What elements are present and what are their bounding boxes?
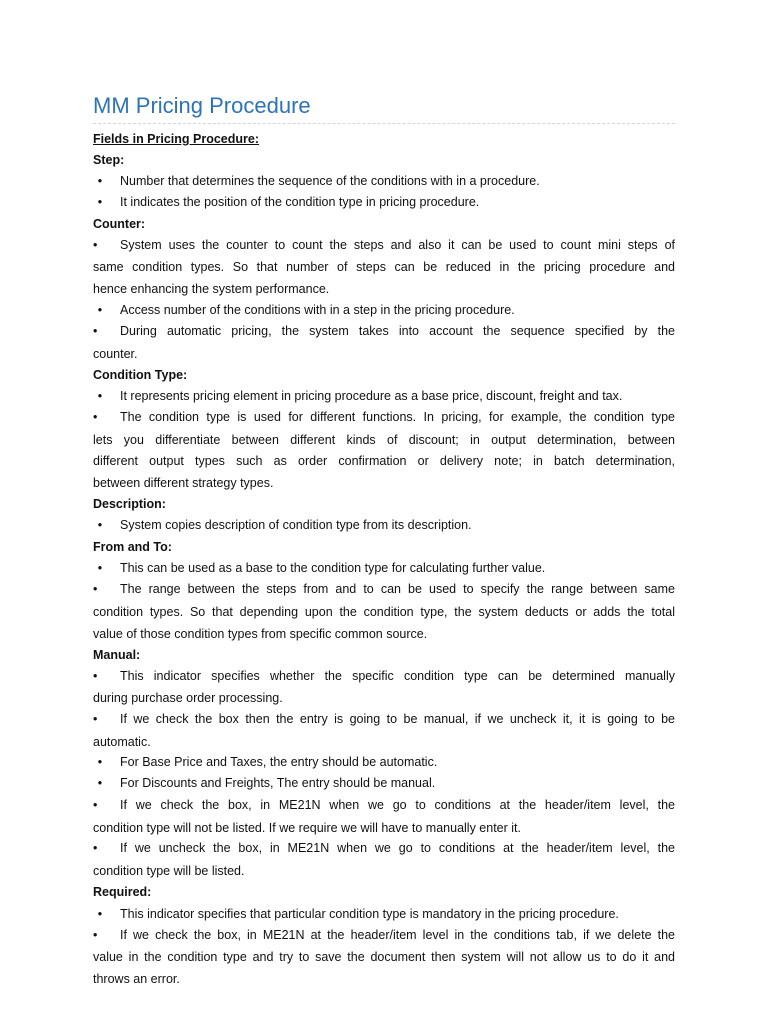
list-item: • Number that determines the sequence of the conditions with in a procedure. [93,173,675,189]
bullet-icon: • [97,776,103,790]
list-item: • During automatic pricing, the system takes into account the sequence specified by the [93,324,675,338]
list-item: • This indicator specifies that particular condition type is mandatory in the pricing procedure. [93,906,675,922]
list-item-continuation: value in the condition type and try to save the document then system will not allow us to do it and [93,950,675,964]
list-item-continuation: automatic. [93,735,151,749]
bullet-icon: • [93,841,98,855]
bullet-icon: • [93,238,98,252]
bullet-icon: • [97,518,103,532]
list-item: • If we uncheck the box, in ME21N when we go to conditions at the header/item level, the [93,841,675,855]
bullet-icon: • [93,798,98,812]
bullet-icon: • [93,410,98,424]
list-item: • This indicator specifies whether the specific condition type can be determined manually [93,669,675,683]
section-heading-manual: Manual: [93,648,141,662]
bullet-icon: • [97,907,103,921]
bullet-icon: • [97,174,103,188]
list-item-continuation: different output types such as order confirmation or delivery note; in batch determination, [93,454,675,468]
list-item-continuation: during purchase order processing. [93,691,283,705]
section-heading-from-and-to: From and To: [93,540,172,554]
fields-heading: Fields in Pricing Procedure: [93,132,260,146]
list-item-continuation: value of those condition types from specific common source. [93,627,428,641]
list-item-continuation: throws an error. [93,972,180,986]
list-item-continuation: condition type will be listed. [93,864,245,878]
list-item: • System copies description of condition type from its description. [93,517,675,533]
list-item-continuation: hence enhancing the system performance. [93,282,330,296]
bullet-icon: • [93,928,98,942]
bullet-icon: • [93,324,98,338]
list-item: • If we check the box, in ME21N when we go to conditions at the header/item level, the [93,798,675,812]
list-item: • The range between the steps from and to can be used to specify the range between same [93,582,675,596]
bullet-icon: • [93,582,98,596]
list-item-continuation: lets you differentiate between different kinds of discount; in output determination, between [93,433,675,447]
list-item-continuation: same condition types. So that number of steps can be reduced in the pricing procedure and [93,260,675,274]
list-item: • If we check the box then the entry is going to be manual, if we uncheck it, it is going to be [93,712,675,726]
section-heading-condition-type: Condition Type: [93,368,188,382]
list-item: • It represents pricing element in pricing procedure as a base price, discount, freight and tax. [93,388,675,404]
list-item: • The condition type is used for different functions. In pricing, for example, the condition type [93,410,675,424]
bullet-icon: • [93,669,98,683]
section-heading-step: Step: [93,153,125,167]
bullet-icon: • [97,755,103,769]
list-item: • For Discounts and Freights, The entry should be manual. [93,775,675,791]
bullet-icon: • [97,303,103,317]
section-heading-required: Required: [93,885,152,899]
bullet-icon: • [97,195,103,209]
list-item: • It indicates the position of the condition type in pricing procedure. [93,194,675,210]
section-heading-counter: Counter: [93,217,146,231]
list-item-continuation: between different strategy types. [93,476,274,490]
list-item: • For Base Price and Taxes, the entry should be automatic. [93,754,675,770]
bullet-icon: • [93,712,98,726]
list-item-continuation: condition type will not be listed. If we require we will have to manually enter it. [93,821,521,835]
section-heading-description: Description: [93,497,166,511]
bullet-icon: • [97,561,103,575]
list-item-continuation: condition types. So that depending upon the condition type, the system deducts or adds the total [93,605,675,619]
list-item: • This can be used as a base to the condition type for calculating further value. [93,560,675,576]
list-item: • If we check the box, in ME21N at the header/item level in the conditions tab, if we delete the [93,928,675,942]
list-item: • Access number of the conditions with in a step in the pricing procedure. [93,302,675,318]
title-divider [93,123,675,124]
list-item: • System uses the counter to count the steps and also it can be used to count mini steps of [93,238,675,252]
list-item-continuation: counter. [93,347,138,361]
page-title: MM Pricing Procedure [93,93,311,118]
bullet-icon: • [97,389,103,403]
